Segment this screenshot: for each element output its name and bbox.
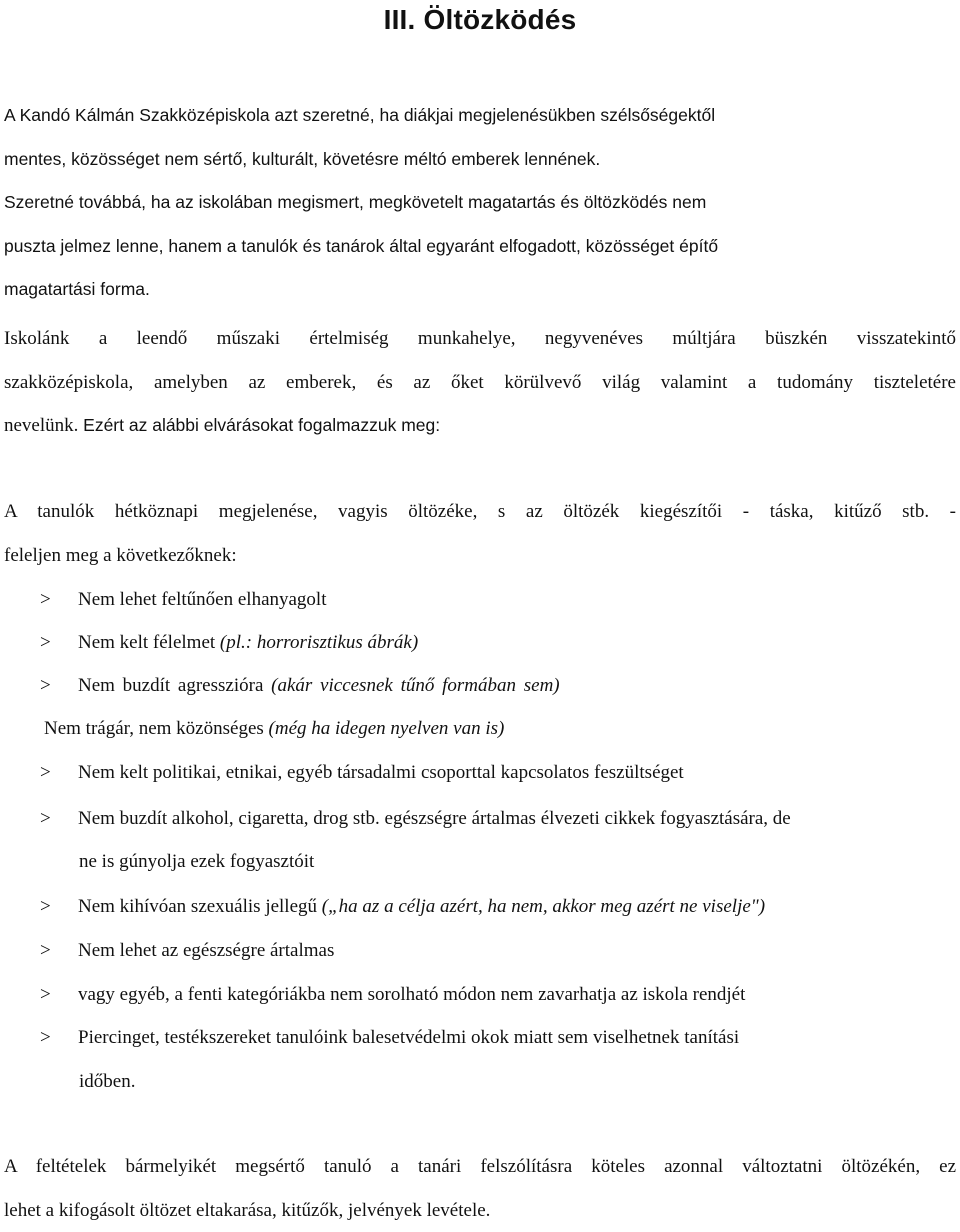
list-item <box>4 578 956 622</box>
list-item-text: vagy egyéb, a fenti kategóriákba nem sorolható módon nem zavarhatja az iskola rendjét <box>78 973 956 1017</box>
list-item-text <box>78 621 956 665</box>
closing-line: A feltételek bármelyikét megsértő tanuló a tanári felszólításra köteles azonnal változtatni öltözékén, ez <box>4 1145 956 1189</box>
bullet-marker: > <box>4 621 78 665</box>
requirements-line: A tanulók hétköznapi megjelenése, vagyis öltözéke, s az öltözék kiegészítői - táska, kitűző stb. - <box>4 490 956 534</box>
school-text: nevelünk. <box>4 415 83 436</box>
bullet-marker: > <box>4 751 78 795</box>
page-title: III. Öltözködés <box>0 4 960 36</box>
list-item-text: Nem lehet feltűnően elhanyagolt <box>78 578 956 622</box>
list-item-italic: („ha az a célja azért, ha nem, akkor meg azért ne viselje") <box>322 896 765 917</box>
list-item-plain: Nem kihívóan szexuális jellegű <box>78 896 322 917</box>
bullet-marker: > <box>4 797 78 841</box>
list-item <box>4 1016 956 1060</box>
list-item <box>44 707 504 751</box>
school-line: szakközépiskola, amelyben az emberek, és az őket körülvevő világ valamint a tudomány tiszteletére <box>4 361 956 405</box>
list-item-plain: Nem trágár, nem közönséges <box>44 718 269 739</box>
list-item-text <box>78 664 956 708</box>
list-item <box>4 621 956 665</box>
list-item-text <box>78 885 956 929</box>
intro-paragraph <box>4 94 956 312</box>
bullet-marker: > <box>4 973 78 1017</box>
list-item-italic: (akár viccesnek tűnő formában sem) <box>271 675 559 696</box>
requirements-line: feleljen meg a következőknek: <box>4 534 956 578</box>
bullet-marker: > <box>4 929 78 973</box>
list-item-plain: Nem kelt félelmet <box>78 632 220 653</box>
closing-line: lehet a kifogásolt öltözet eltakarása, kitűzők, jelvények levétele. <box>4 1189 956 1232</box>
list-item-continuation: ne is gúnyolja ezek fogyasztóit <box>79 840 314 884</box>
intro-line: magatartási forma. <box>4 268 956 312</box>
requirements-intro <box>4 490 956 577</box>
bullet-marker: > <box>4 578 78 622</box>
bullet-marker: > <box>4 664 78 708</box>
list-item <box>4 973 956 1017</box>
list-item-continuation: időben. <box>79 1060 135 1104</box>
school-text-sans: Ezért az alábbi elvárásokat fogalmazzuk meg: <box>83 415 440 435</box>
school-paragraph <box>4 317 956 448</box>
intro-line: puszta jelmez lenne, hanem a tanulók és tanárok által egyaránt elfogadott, közösséget építő <box>4 225 956 269</box>
school-line: Iskolánk a leendő műszaki értelmiség munkahelye, negyvenéves múltjára büszkén visszatekintő <box>4 317 956 361</box>
bullet-marker: > <box>4 885 78 929</box>
list-item <box>4 664 956 708</box>
bullet-marker: > <box>4 1016 78 1060</box>
list-item-text: Nem buzdít alkohol, cigaretta, drog stb. egészségre ártalmas élvezeti cikkek fogyasztására, de <box>78 797 956 841</box>
list-item <box>4 929 956 973</box>
intro-line: Szeretné továbbá, ha az iskolában megismert, megkövetelt magatartás és öltözködés nem <box>4 181 956 225</box>
list-item-italic: (még ha idegen nyelven van is) <box>269 718 505 739</box>
list-item <box>4 797 956 841</box>
list-item-plain: Nem buzdít agresszióra <box>78 675 271 696</box>
intro-line: A Kandó Kálmán Szakközépiskola azt szeretné, ha diákjai megjelenésükben szélsőségektől <box>4 94 956 138</box>
list-item-text: Piercinget, testékszereket tanulóink balesetvédelmi okok miatt sem viselhetnek tanítási <box>78 1016 956 1060</box>
list-item <box>4 885 956 929</box>
list-item <box>4 751 956 795</box>
closing-paragraph <box>4 1145 956 1232</box>
list-item-text: Nem lehet az egészségre ártalmas <box>78 929 956 973</box>
school-line <box>4 404 956 448</box>
list-item-text: Nem kelt politikai, etnikai, egyéb társadalmi csoporttal kapcsolatos feszültséget <box>78 751 956 795</box>
intro-line: mentes, közösséget nem sértő, kulturált, követésre méltó emberek lennének. <box>4 138 956 182</box>
list-item-italic: (pl.: horrorisztikus ábrák) <box>220 632 418 653</box>
